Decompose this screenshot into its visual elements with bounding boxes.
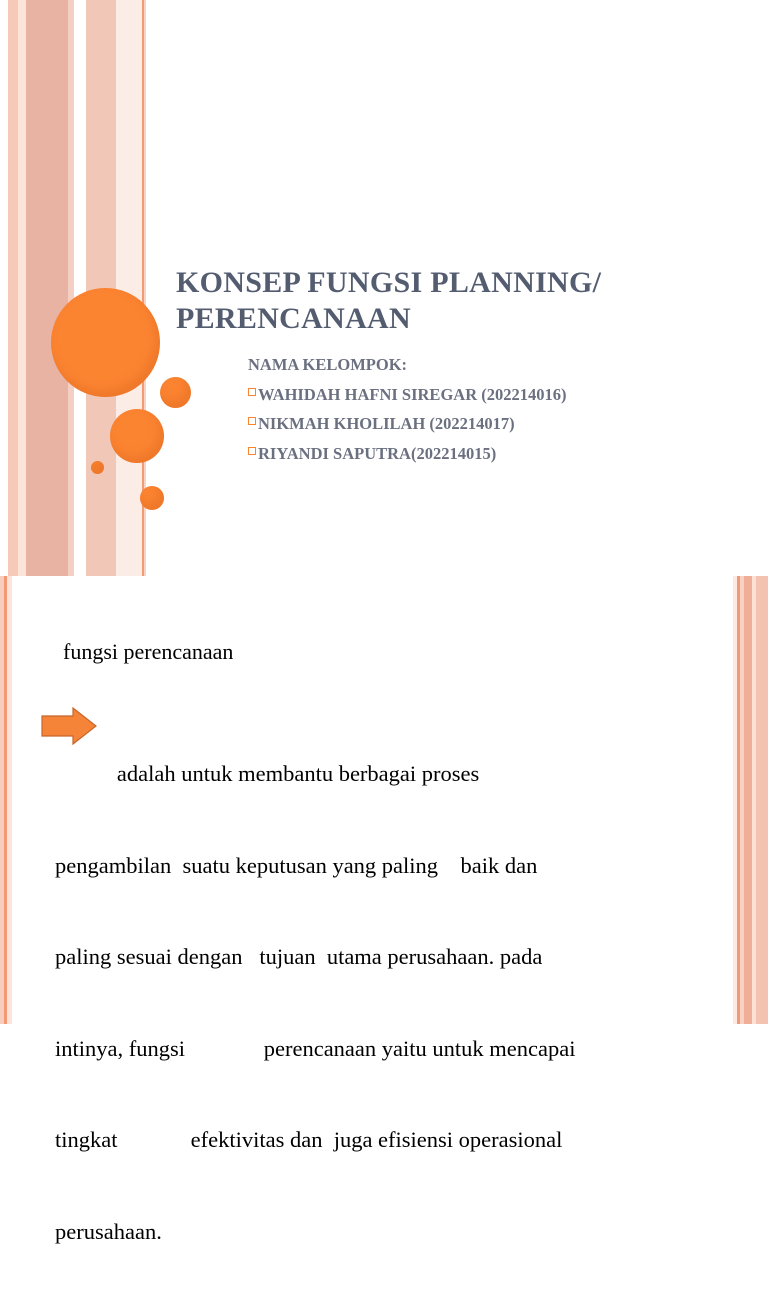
decor-circle-small-2 xyxy=(140,486,164,510)
decor-circle-medium xyxy=(110,409,164,463)
decor-circle-tiny xyxy=(91,461,104,474)
decor-stripe xyxy=(744,576,752,1024)
paragraph-line: paling sesuai dengan tujuan utama perusahaan. pada xyxy=(55,944,543,969)
member-name: WAHIDAH HAFNI SIREGAR (202214016) xyxy=(258,384,567,404)
decor-stripe xyxy=(74,0,86,576)
decor-stripe xyxy=(7,576,12,1024)
decor-stripe xyxy=(737,576,740,1024)
square-bullet-icon xyxy=(248,417,256,425)
paragraph-line: perusahaan. xyxy=(55,1218,162,1244)
group-label: NAMA KELOMPOK: xyxy=(248,355,408,374)
decor-stripe xyxy=(740,576,744,1024)
slide-title-line-1: KONSEP FUNGSI PLANNING/ xyxy=(176,266,602,299)
paragraph-line: intinya, fungsi perencanaan yaitu untuk mencapai xyxy=(55,1035,576,1061)
paragraph-line: adalah untuk membantu berbagai proses xyxy=(55,761,480,786)
list-item xyxy=(248,443,728,473)
decor-stripe xyxy=(18,0,26,576)
decor-stripe xyxy=(752,576,756,1024)
decor-stripe xyxy=(0,0,8,576)
title-slide xyxy=(0,0,768,576)
content-paragraph xyxy=(55,698,695,1308)
list-item xyxy=(248,384,728,414)
content-slide xyxy=(0,576,768,1244)
square-bullet-icon xyxy=(248,447,256,455)
decor-stripe xyxy=(756,576,768,1024)
decor-stripe xyxy=(26,0,68,576)
decor-circle-small xyxy=(160,377,191,408)
list-item xyxy=(248,413,728,443)
content-heading: fungsi perencanaan xyxy=(63,639,234,664)
decor-stripe xyxy=(733,576,737,1024)
member-name: NIKMAH KHOLILAH (202214017) xyxy=(258,414,515,433)
decor-circle-large xyxy=(51,288,160,397)
member-name: RIYANDI SAPUTRA(202214015) xyxy=(258,443,497,463)
paragraph-line: pengambilan suatu keputusan yang paling baik dan xyxy=(55,852,538,878)
decor-stripe xyxy=(116,0,142,576)
decor-stripe xyxy=(8,0,18,576)
group-members-list xyxy=(248,354,728,472)
square-bullet-icon xyxy=(248,388,256,396)
paragraph-line: tingkat efektivitas dan juga efisiensi operasional xyxy=(55,1127,563,1152)
slide-title-line-2: PERENCANAAN xyxy=(176,302,411,335)
slide-title xyxy=(176,265,746,337)
